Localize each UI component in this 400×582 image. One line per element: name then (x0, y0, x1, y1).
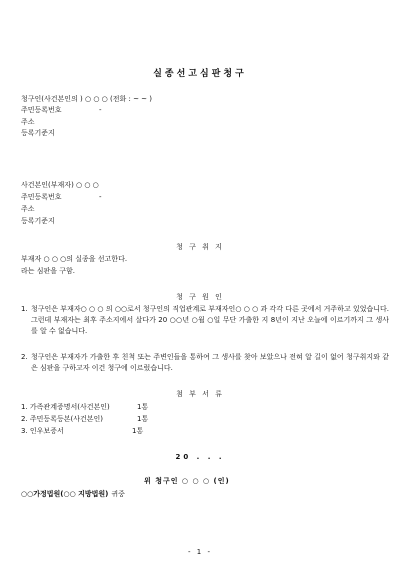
petitioner-signature: 위 청구인 ○ ○ ○ (인) (144, 477, 230, 485)
subject-rrn-dash: - (99, 193, 102, 201)
attachment-item-count: 1통 (137, 403, 149, 411)
claim-heading: 청 구 취 지 (176, 243, 224, 251)
petitioner-rrn-dash: - (99, 106, 102, 114)
filing-date: 20 . . . (175, 453, 225, 461)
court-addressee (21, 489, 125, 499)
reason-number: 1. (21, 305, 28, 313)
attachment-item-name: 2. 주민등록등본(사건본인) (21, 415, 103, 423)
reasons-heading: 청 구 원 인 (176, 293, 224, 301)
document-title: 실종선고심판청구 (153, 69, 247, 79)
court-suffix: 귀중 (111, 490, 125, 498)
reason-number: 2. (21, 353, 28, 361)
petitioner-line: 청구인(사건본인의 ) ○ ○ ○ (전화 : ~ ~ ) (21, 95, 152, 103)
attachment-item-name: 3. 인우보증서 (21, 427, 64, 435)
reason-item-2 (21, 352, 389, 378)
attachment-item-name: 1. 가족관계증명서(사건본인) (21, 403, 110, 411)
reason-item-1 (21, 304, 389, 344)
subject-domicile-label: 등록기준지 (21, 217, 55, 225)
subject-address-label: 주소 (21, 205, 35, 213)
subject-rrn-label: 주민등록번호 (21, 193, 62, 201)
subject-line: 사건본인(부재자) ○ ○ ○ (21, 181, 99, 189)
petitioner-rrn-label: 주민등록번호 (21, 106, 62, 114)
reason-text: 청구인은 부재자○ ○ ○ 의 ○○로서 청구인의 직업관계로 부재자인○ ○ ○ 과 각각 다른 곳에서 거주하고 있었습니다. 그런데 부재자는 최후 주소지에서 살다가 20 ○○년 ○월 ○일 무단 가출한 지 8년이 지난 오늘에 이르기까지 그 생사를 알 수 없습니다. (31, 305, 389, 335)
attachment-item-count: 1통 (132, 427, 144, 435)
page-number: - 1 - (188, 548, 212, 556)
petitioner-domicile-label: 등록기준지 (21, 129, 55, 137)
claim-line-1: 부재자 ○ ○ ○의 실종을 선고한다. (21, 255, 128, 263)
petitioner-address-label: 주소 (21, 118, 35, 126)
attachments-heading: 첨 부 서 류 (176, 390, 224, 398)
claim-line-2: 라는 심판을 구함. (21, 267, 76, 275)
reason-text: 청구인은 부재자가 가출한 후 친척 또는 주변인들을 통하여 그 생사를 찾아 보았으나 전혀 알 길이 없어 청구취지와 같은 심판을 구하고자 이건 청구에 이르렀습니다. (31, 353, 389, 372)
court-name: ○○가정법원(○○ 지방법원) (21, 490, 109, 498)
attachment-item-count: 1통 (137, 415, 149, 423)
